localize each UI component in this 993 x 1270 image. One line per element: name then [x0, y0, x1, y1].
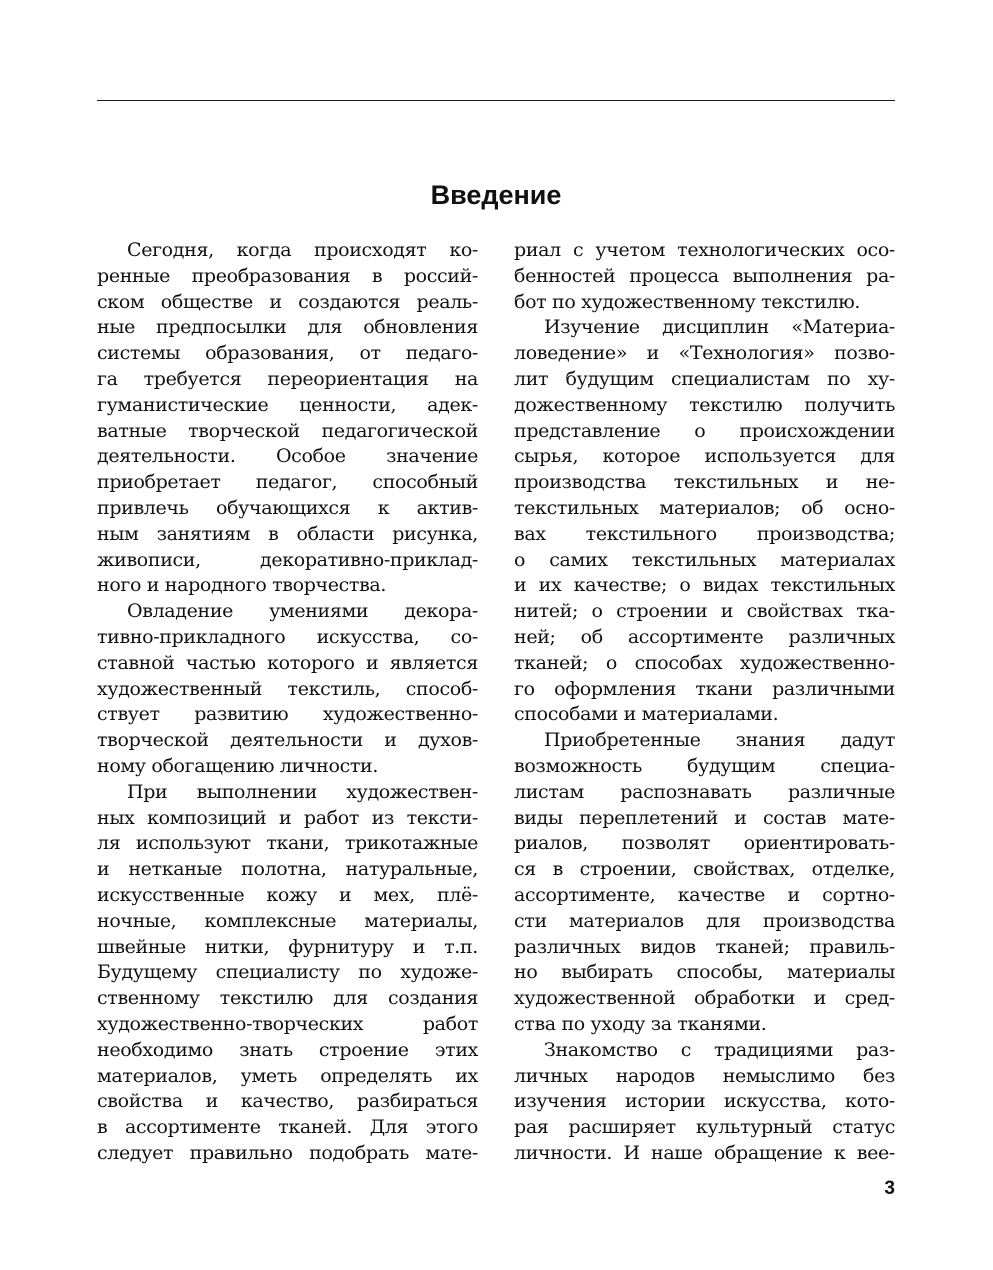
text-line: и их качестве; о видах текстильных: [514, 574, 895, 597]
text-line: нитей; о строении и свойствах тка-: [514, 600, 895, 623]
text-line: различных видов тканей; правиль-: [514, 935, 895, 958]
text-line: ствует развитию художественно-: [97, 703, 478, 726]
text-line: бенностей процесса выполнения ра-: [514, 264, 895, 287]
header-rule: [97, 100, 895, 101]
text-line: личности. И наше обращение к вее-: [514, 1141, 895, 1164]
text-line: ней; об ассортименте различных: [514, 625, 895, 648]
text-line: лит будущим специалистам по ху-: [514, 367, 895, 390]
text-line: Овладение умениями декора-: [127, 600, 478, 623]
text-line: свойства и качество, разбираться: [97, 1090, 478, 1113]
text-line: ных композиций и работ из тексти-: [97, 806, 478, 829]
text-line: Приобретенные знания дадут: [544, 729, 895, 752]
text-line: го оформления ткани различными: [514, 677, 895, 700]
text-line: деятельности. Особое значение: [97, 445, 478, 468]
text-line: следует правильно подобрать мате-: [97, 1141, 478, 1164]
text-line: виды переплетений и состав мате-: [514, 806, 895, 829]
text-line: системы образования, от педаго-: [97, 342, 478, 365]
text-line: ночные, комплексные материалы,: [97, 909, 478, 932]
text-line: бот по художественному текстилю.: [514, 290, 861, 313]
text-line: ства по уходу за тканями.: [514, 1012, 767, 1035]
text-line: дожественному текстилю получить: [514, 393, 895, 416]
text-line: привлечь обучающихся к актив-: [97, 496, 478, 519]
text-line: ным занятиям в области рисунка,: [97, 522, 478, 545]
text-column-right: [514, 238, 895, 1167]
text-line: ватные творческой педагогической: [97, 419, 478, 442]
text-line: швейные нитки, фурнитуру и т.п.: [97, 935, 478, 958]
text-line: представление о происхождении: [514, 419, 895, 442]
text-line: ренные преобразования в россий-: [97, 264, 478, 287]
text-line: необходимо знать строение этих: [97, 1038, 478, 1061]
text-line: ся в строении, свойствах, отделке,: [514, 858, 895, 881]
text-line: ля используют ткани, трикотажные: [97, 832, 478, 855]
text-line: При выполнении художествен-: [127, 780, 478, 803]
text-line: текстильных материалов; об осно-: [514, 496, 895, 519]
text-line: рая расширяет культурный статус: [514, 1116, 895, 1139]
text-line: Изучение дисциплин «Материа-: [544, 316, 895, 339]
text-line: ассортименте, качестве и сортно-: [514, 883, 895, 906]
page-title: Введение: [430, 180, 562, 210]
text-line: приобретает педагог, способный: [97, 471, 478, 494]
text-line: личных народов немыслимо без: [514, 1064, 895, 1087]
text-line: риал с учетом технологических осо-: [514, 239, 895, 261]
text-line: сырья, которое используется для: [514, 445, 895, 468]
text-line: о самих текстильных материалах: [514, 548, 895, 571]
text-line: искусственные кожу и мех, плё-: [97, 883, 478, 906]
text-line: Будущему специалисту по художе-: [97, 961, 478, 984]
text-line: ском обществе и создаются реаль-: [97, 290, 478, 313]
text-line: художественный текстиль, способ-: [97, 677, 478, 700]
text-line: тивно-прикладного искусства, со-: [97, 625, 478, 648]
text-line: художественной обработки и сред-: [514, 987, 895, 1010]
text-line: художественно-творческих работ: [97, 1012, 478, 1035]
text-line: вах текстильного производства;: [514, 522, 895, 545]
page-number: 3: [884, 1178, 895, 1199]
text-line: творческой деятельности и духов-: [97, 729, 478, 752]
text-line: материалов, уметь определять их: [97, 1064, 478, 1087]
text-line: но выбирать способы, материалы: [514, 961, 895, 984]
text-line: и нетканые полотна, натуральные,: [97, 858, 478, 881]
text-column-left: [97, 238, 478, 1167]
text-line: ного и народного творчества.: [97, 574, 387, 597]
text-line: тканей; о способах художественно-: [514, 651, 895, 674]
text-line: ственному текстилю для создания: [97, 987, 478, 1010]
text-line: ные предпосылки для обновления: [97, 316, 478, 339]
text-line: производства текстильных и не-: [514, 471, 895, 494]
text-line: ному обогащению личности.: [97, 754, 379, 777]
text-line: гуманистические ценности, адек-: [97, 393, 478, 416]
text-line: Знакомство с традициями раз-: [544, 1038, 895, 1061]
text-line: сти материалов для производства: [514, 909, 895, 932]
text-line: ставной частью которого и является: [97, 651, 478, 674]
text-line: способами и материалами.: [514, 703, 779, 726]
text-line: возможность будущим специа-: [514, 754, 895, 777]
text-line: в ассортименте тканей. Для этого: [97, 1116, 478, 1139]
text-line: риалов, позволят ориентировать-: [514, 832, 895, 855]
text-line: га требуется переориентация на: [97, 367, 478, 390]
text-line: живописи, декоративно-приклад-: [97, 548, 478, 571]
text-line: ловедение» и «Технология» позво-: [514, 342, 895, 365]
text-line: Сегодня, когда происходят ко-: [127, 239, 478, 261]
text-line: изучения истории искусства, кото-: [514, 1090, 895, 1113]
text-line: листам распознавать различные: [514, 780, 895, 803]
